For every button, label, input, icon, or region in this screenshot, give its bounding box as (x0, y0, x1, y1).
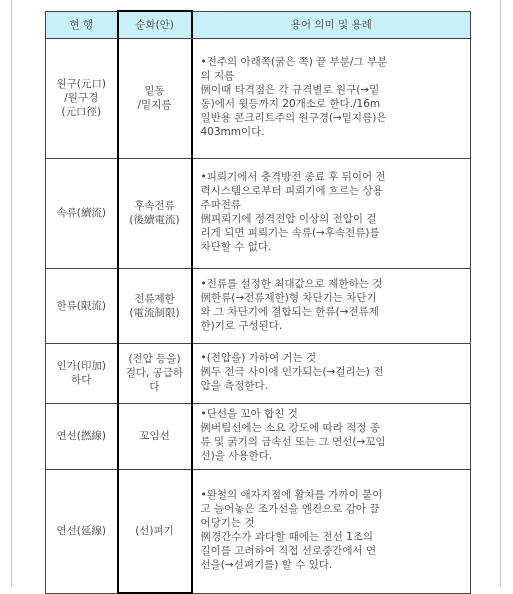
usage-cell-line: •단선을 꼬아 합친 것 (200, 408, 298, 420)
usage-cell-line: 의 지름 (200, 70, 235, 82)
header-current-term: 현 행 (46, 11, 118, 38)
refined-term-cell-line: (선)펴기 (135, 524, 174, 537)
usage-cell (192, 469, 471, 593)
usage-cell-line: 한)기로 구성된다. (200, 319, 283, 332)
refined-term-cell (118, 343, 192, 403)
usage-cell-line: •완철의 애자지점에 활차를 가까이 붙이 (200, 489, 383, 501)
usage-cell-line: 例피뢰기에 정격전압 이상의 전압이 걸 (200, 213, 377, 225)
usage-cell-line: •(전압을) 가하여 거는 것 (200, 352, 317, 364)
usage-cell-line: 선을(→선펴기를) 할 수 있다. (200, 559, 333, 571)
usage-cell-line: 주파전류 (200, 199, 242, 211)
usage-cell (192, 268, 471, 343)
term-cell-line: 연선(撚線) (56, 430, 106, 442)
usage-cell-line: 동)에서 윗등까지 20개소로 한다./16m (200, 98, 381, 110)
term-cell-line: 하다 (71, 374, 92, 386)
usage-cell-line: 압을 측정한다. (200, 380, 269, 392)
refined-term-cell-line: (電流制限) (129, 306, 180, 319)
usage-cell-line: •전주의 아래쪽(굵은 쪽) 끝 부분/그 부분 (200, 56, 388, 68)
term-cell-line: 인가(印加) (56, 360, 106, 372)
term-cell-line: 속류(續流) (56, 207, 106, 219)
term-cell (46, 268, 118, 343)
usage-cell-line: 리게 되면 피뢰기는 속류(→후속전류)를 (200, 227, 380, 239)
term-cell (46, 403, 118, 469)
refined-term-cell-line: /밑지름 (137, 99, 172, 111)
table-row (46, 158, 471, 268)
term-cell-line: 한류(限流) (56, 299, 106, 312)
header-row (46, 11, 471, 38)
usage-cell-line: 例경간수가 과다할 때에는 전선 1조의 (200, 531, 374, 543)
refined-term-cell-line: 밑동 (144, 85, 165, 97)
table-row (46, 38, 471, 158)
table-row (46, 403, 471, 469)
table-row (46, 343, 471, 403)
refined-term-cell-line: (전압 등을) (128, 353, 181, 365)
refined-term-cell-line: 꼬임선 (139, 430, 170, 442)
usage-cell-line: 고 늘어놓은 조가선을 엔진으로 감아 끌 (200, 503, 380, 515)
usage-cell-line: 와 그 차단기에 결합되는 한류(→전류제 (200, 305, 379, 318)
refined-term-cell-line: 전류제한 (134, 292, 175, 305)
refined-term-cell-line: 걸다, 공급하 (125, 367, 184, 379)
header-refined-term: 순화(안) (118, 11, 192, 38)
term-table (45, 10, 471, 594)
usage-cell-line: 例버팀선에는 소요 강도에 따라 적정 종 (200, 422, 380, 434)
term-cell (46, 343, 118, 403)
refined-term-cell-line: 후속전류 (134, 200, 175, 212)
usage-cell (192, 343, 471, 403)
usage-cell-line: 403mm이다. (200, 126, 265, 138)
header-meaning-usage: 용어 의미 및 용례 (192, 11, 471, 38)
refined-term-cell (118, 158, 192, 268)
term-cell-line: /원구경 (64, 92, 99, 104)
usage-cell-line: 류 및 굵기의 금속선 또는 그 연선(→꼬임 (200, 436, 386, 448)
table-row (46, 268, 471, 343)
usage-cell-line: 例이때 타격점은 각 규격별로 원구(→밑 (200, 84, 380, 96)
term-cell (46, 38, 118, 158)
refined-term-cell-line: (後續電流) (129, 214, 180, 226)
usage-cell-line: 력시스템으로부터 피뢰기에 흐르는 상용 (200, 185, 383, 197)
term-cell-line: 연선(延線) (56, 525, 106, 537)
term-cell-line: 원구(元口) (56, 78, 106, 90)
usage-cell-line: •피뢰기에서 충격방전 종료 후 뒤이어 전 (200, 171, 386, 183)
usage-cell-line: 例두 전극 사이에 인가되는(→걸리는) 전 (200, 366, 384, 378)
usage-cell-line: 선)을 사용한다. (200, 450, 273, 462)
term-cell (46, 158, 118, 268)
table-row (46, 469, 471, 593)
refined-term-cell (118, 403, 192, 469)
refined-term-cell (118, 38, 192, 158)
term-cell-line: (元口徑) (61, 106, 102, 118)
usage-cell-line: 차단할 수 없다. (200, 241, 272, 253)
usage-cell (192, 403, 471, 469)
usage-cell (192, 38, 471, 158)
term-cell (46, 469, 118, 593)
usage-cell-line: 길이를 고려하여 직접 선로중간에서 연 (200, 545, 377, 557)
usage-cell (192, 158, 471, 268)
usage-cell-line: 例한류(→전류제한)형 차단기는 차단기 (200, 291, 377, 304)
refined-term-cell (118, 469, 192, 593)
usage-cell-line: •전류를 설정한 최대값으로 제한하는 것 (200, 277, 383, 290)
refined-term-cell (118, 268, 192, 343)
refined-term-cell-line: 다 (149, 381, 160, 393)
usage-cell-line: 일반용 콘크리트주의 원구경(→밑지름)은 (200, 112, 387, 124)
usage-cell-line: 어당기는 것 (200, 517, 255, 529)
